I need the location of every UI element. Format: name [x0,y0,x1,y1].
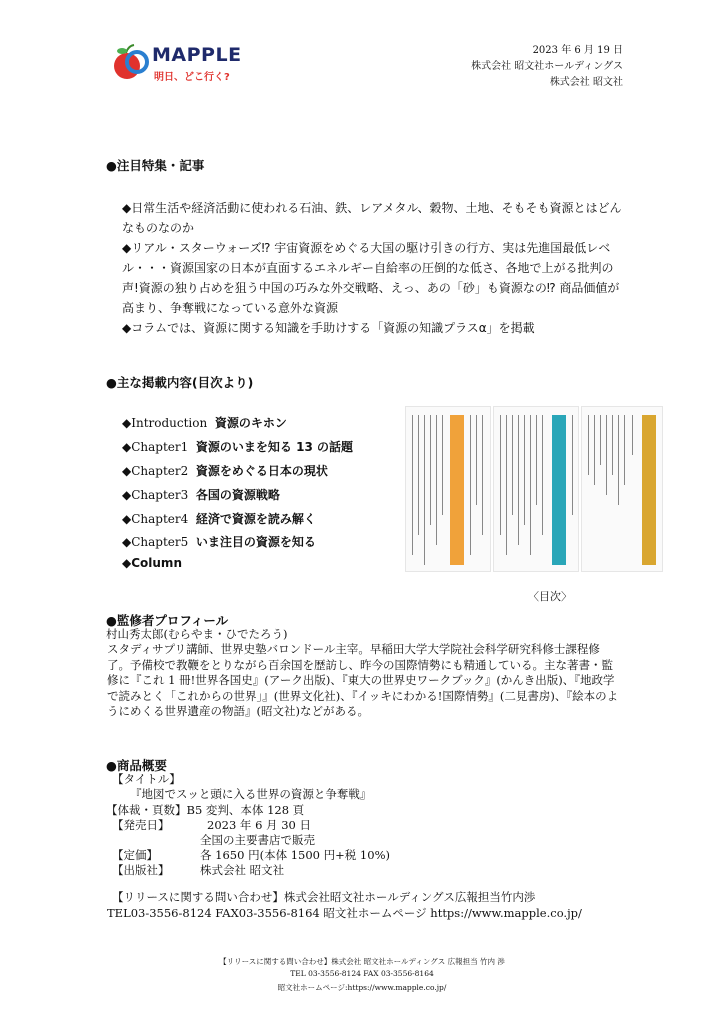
release-label: 【発売日】 [112,818,170,832]
toc-caption: 〈目次〉 [528,590,572,603]
company-shobunsha: 株式会社 昭文社 [549,77,623,88]
footer-tel: TEL 03-3556-8124 FAX 03-3556-8164 [290,969,434,978]
features-list [122,198,627,338]
supervisor-bio: スタディサプリ講師、世界史塾バロンドール主宰。早稲田大学大学院社会科学研究科修士課程修了。予備校で教鞭をとりながら百余国を歴訪し、昨今の国際情勢にも精通している。主な著書・監修に『これ 1 冊!世界各国史』(アーク出版)、『東大の世界史ワークブック』(かんき出版)、『地政学で読みとく「これからの世界」』(世界文化社)、『イッキにわかる!国際情勢』(二見書房)、『絵本のようにめくる世界遺産の物語』(昭文社)などがある。 [107,642,619,718]
feature-item: ◆日常生活や経済活動に使われる石油、鉄、レアメタル、穀物、土地、そもそも資源とはどんなものなのか [122,201,622,235]
toc-item: ◆Introduction 資源のキホン [122,416,287,430]
mapple-logo [112,40,257,84]
format-row [106,802,304,818]
publisher-label: 【出版社】 [112,863,170,877]
chapter-band [450,415,464,565]
logo-tagline: 明日、どこ行く? [154,72,230,83]
format-label: 【体裁・頁数】 [106,803,187,817]
toc-heading: ●主な掲載内容(目次より) [106,375,254,390]
contact-line: 【リリースに関する問い合わせ】株式会社昭文社ホールディングス広報担当竹内渉 [112,890,536,904]
toc-item: ◆Chapter4 経済で資源を読み解く [122,512,316,526]
footer-contact: 【リリースに関する問い合わせ】株式会社 昭文社ホールディングス 広報担当 竹内 渉 [219,957,505,966]
toc-item: ◆Column [122,556,182,570]
toc-page-left [405,406,491,572]
release-note: 全国の主要書店で販売 [200,833,315,847]
price-value: 各 1650 円(本体 1500 円+税 10%) [200,848,390,862]
profile-heading: ●監修者プロフィール [106,613,229,628]
features-heading: ●注目特集・記事 [106,158,205,173]
toc-item: ◆Chapter1 資源のいまを知る 13 の話題 [122,440,353,454]
toc-page-middle [493,406,579,572]
toc-item: ◆Chapter3 各国の資源戦略 [122,488,280,502]
chapter-band [552,415,566,565]
toc-page-right [581,406,663,572]
toc-item: ◆Chapter2 資源をめぐる日本の現状 [122,464,328,478]
contact-tel: TEL03-3556-8124 FAX03-3556-8164 昭文社ホームページ https://www.mapple.co.jp/ [107,906,582,920]
chapter-band [642,415,656,565]
release-value: 2023 年 6 月 30 日 [207,818,311,832]
feature-item: ◆コラムでは、資源に関する知識を手助けする「資源の知識プラスα」を掲載 [122,321,535,335]
product-heading: ●商品概要 [106,758,167,773]
title-value: 『地図でスッと頭に入る世界の資源と争奪戦』 [130,787,372,801]
feature-item: ◆リアル・スターウォーズ⁉ 宇宙資源をめぐる大国の駆け引きの行方、実は先進国最低レベル・・・資源国家の日本が直面するエネルギー自給率の圧倒的な低さ、各地で上がる批判の声!資源の独り占めを狙う中国の巧みな外交戦略、えっ、あの「砂」も資源なの⁉ 商品価値が高まり、争奪戦になっている意外な資源 [122,241,620,315]
toc-item: ◆Chapter5 いま注目の資源を知る [122,535,316,549]
release-date: 2023 年 6 月 19 日 [532,45,623,56]
company-holdings: 株式会社 昭文社ホールディングス [471,61,623,72]
title-label: 【タイトル】 [112,772,181,786]
price-label: 【定価】 [112,848,158,862]
publisher-value: 株式会社 昭文社 [200,863,285,877]
format-value: B5 変判、本体 128 頁 [186,803,305,817]
logo-wordmark: MAPPLE [152,44,242,66]
apple-icon [112,42,152,82]
toc-thumbnail-image [405,406,663,572]
supervisor-name: 村山秀太郎(むらやま・ひでたろう) [106,627,288,641]
footer-url: 昭文社ホームページ:https://www.mapple.co.jp/ [277,983,447,992]
